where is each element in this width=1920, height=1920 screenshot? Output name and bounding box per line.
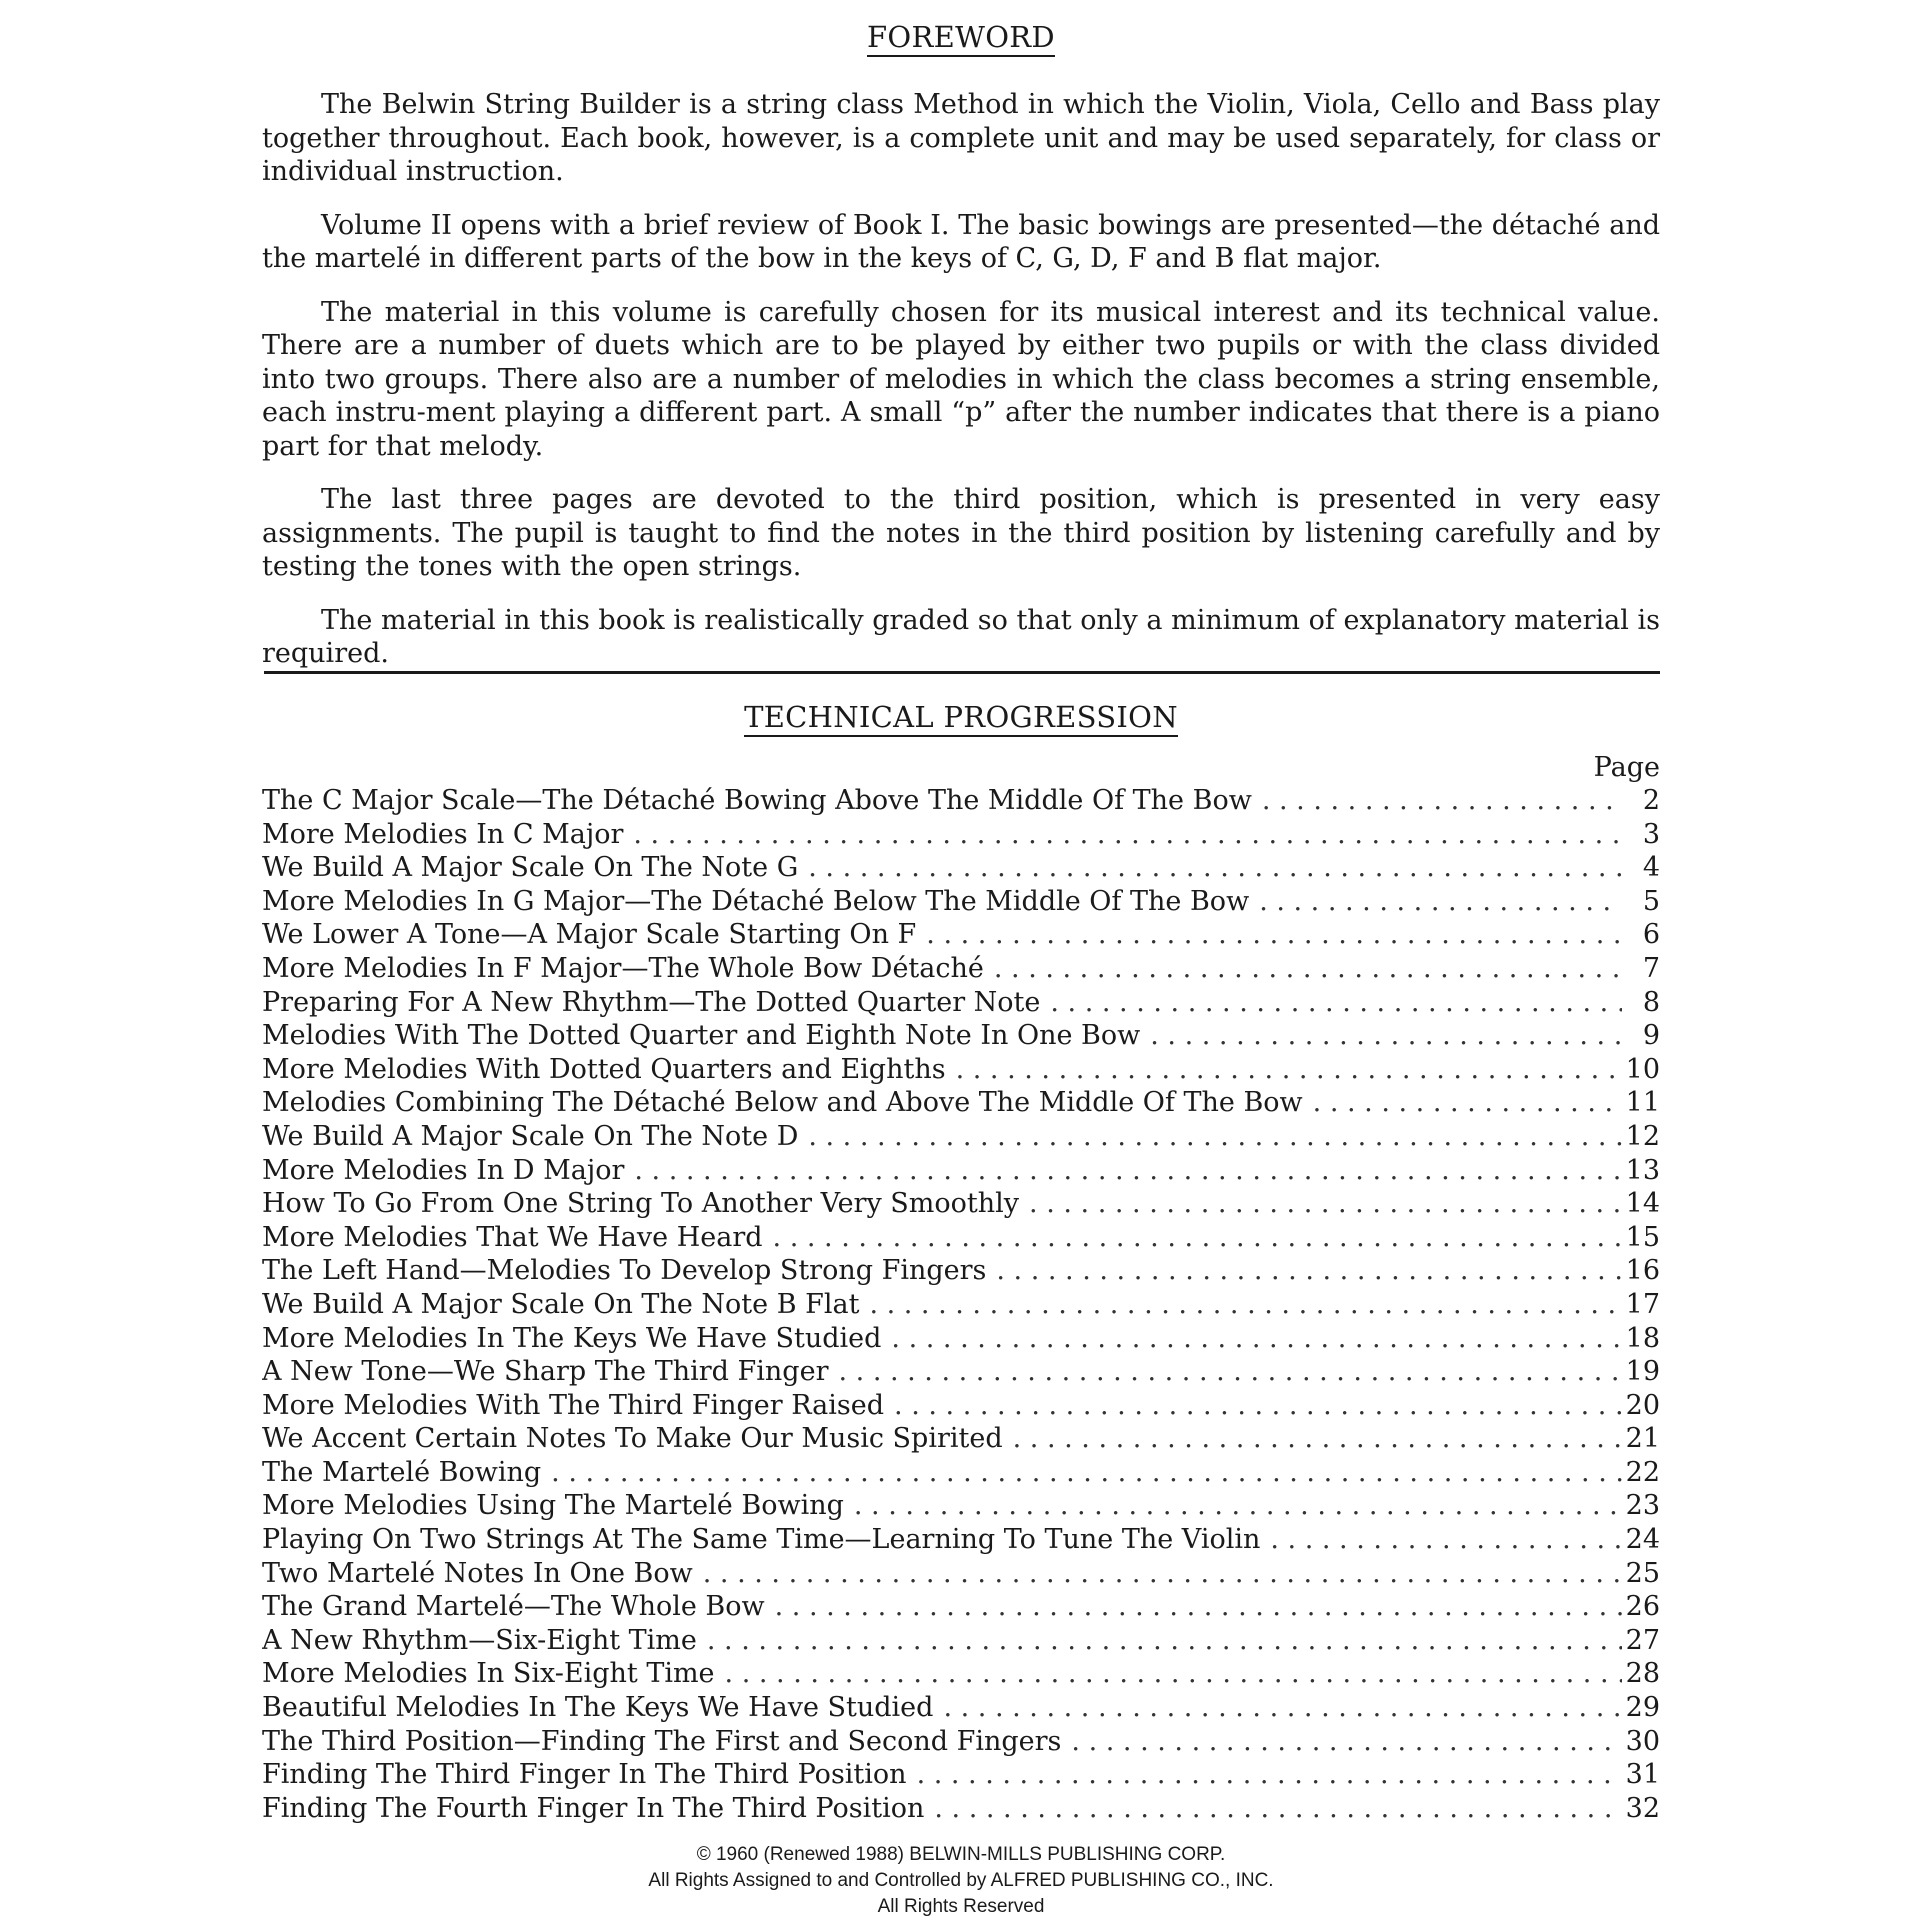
toc-dot-leader [633,818,1622,852]
toc-entry-page: 19 [1625,1356,1660,1388]
toc-entry-title: Melodies Combining The Détaché Below and Above The Middle Of The Bow [262,1087,1303,1119]
toc-entry [262,1456,1660,1490]
toc-entry-page: 17 [1625,1288,1660,1320]
toc-entry-title: We Build A Major Scale On The Note D [262,1120,799,1152]
toc-dot-leader [1313,1086,1622,1120]
toc-dot-leader [1259,885,1622,919]
toc-dot-leader [926,918,1622,952]
toc-entry [262,918,1660,952]
toc-entry-page: 15 [1625,1221,1660,1253]
toc-entry [262,1657,1660,1691]
toc-dot-leader [838,1355,1621,1389]
toc-entry [262,1322,1660,1356]
toc-entry-title: Playing On Two Strings At The Same Time—Learning To Tune The Violin [262,1524,1261,1556]
toc-dot-leader [808,1120,1621,1154]
toc-entry-page: 3 [1642,818,1660,850]
toc-dot-leader [1262,784,1622,818]
toc-entry [262,1557,1660,1591]
toc-entry-title: More Melodies With Dotted Quarters and Eighths [262,1053,946,1085]
toc-entry-page: 18 [1625,1322,1660,1354]
toc-dot-leader [934,1792,1621,1826]
toc-dot-leader [703,1557,1622,1591]
toc-dot-leader [1013,1422,1622,1456]
toc-entry-title: More Melodies Using The Martelé Bowing [262,1490,844,1522]
toc-entry-title: The Martelé Bowing [262,1456,542,1488]
toc-entry-title: We Lower A Tone—A Major Scale Starting On F [262,919,917,951]
foreword-paragraph: The last three pages are devoted to the third position, which is presented in very easy assignments. The pupil is taught to find the notes in the third position by listening carefully and by testing the tones with the open strings. [262,484,1660,582]
toc-entry-page: 4 [1642,852,1660,884]
copyright-notice [262,1842,1660,1920]
toc-entry-title: More Melodies In The Keys We Have Studied [262,1322,882,1354]
toc-dot-leader [1071,1725,1621,1759]
toc-entry-page: 16 [1625,1255,1660,1287]
toc-entry-page: 23 [1625,1490,1660,1522]
table-of-contents [262,784,1660,1825]
toc-entry-title: The Left Hand—Melodies To Develop Strong Fingers [262,1255,987,1287]
toc-entry-title: Finding The Third Finger In The Third Position [262,1759,907,1791]
toc-entry-page: 30 [1625,1725,1660,1757]
toc-entry-page: 11 [1625,1087,1660,1119]
toc-entry-title: Melodies With The Dotted Quarter and Eighth Note In One Bow [262,1020,1141,1052]
toc-entry-page: 10 [1625,1053,1660,1085]
toc-dot-leader [1150,1019,1622,1053]
toc-entry [262,851,1660,885]
toc-dot-leader [994,952,1622,986]
toc-dot-leader [1270,1523,1621,1557]
toc-entry [262,1254,1660,1288]
copyright-line: All Rights Assigned to and Controlled by ALFRED PUBLISHING CO., INC. [648,1870,1274,1891]
toc-entry-page: 24 [1625,1524,1660,1556]
toc-dot-leader [1050,986,1622,1020]
foreword-title: FOREWORD [867,20,1055,57]
toc-entry [262,1624,1660,1658]
toc-entry-page: 20 [1625,1389,1660,1421]
toc-entry-page: 9 [1642,1020,1660,1052]
toc-dot-leader [808,851,1622,885]
toc-entry [262,1086,1660,1120]
toc-entry [262,1489,1660,1523]
copyright-line: All Rights Reserved [877,1896,1045,1917]
toc-entry-page: 21 [1625,1423,1660,1455]
toc-entry-page: 28 [1625,1658,1660,1690]
toc-entry-title: More Melodies In D Major [262,1154,625,1186]
toc-dot-leader [1029,1187,1622,1221]
toc-entry-page: 2 [1642,785,1660,816]
toc-entry-page: 32 [1625,1792,1660,1824]
toc-entry [262,1154,1660,1188]
section-divider [264,671,1660,674]
toc-entry-title: How To Go From One String To Another Very Smoothly [262,1188,1020,1220]
toc-dot-leader [725,1657,1622,1691]
toc-dot-leader [956,1053,1622,1087]
toc-dot-leader [917,1758,1622,1792]
progression-title: TECHNICAL PROGRESSION [744,700,1178,737]
toc-entry-title: More Melodies In Six-Eight Time [262,1658,715,1690]
toc-entry-title: More Melodies In C Major [262,818,624,850]
toc-entry [262,1590,1660,1624]
toc-entry-title: More Melodies In G Major—The Détaché Below The Middle Of The Bow [262,885,1250,917]
toc-entry [262,1758,1660,1792]
toc-entry-title: More Melodies In F Major—The Whole Bow Détaché [262,952,984,984]
toc-entry-title: The Grand Martelé—The Whole Bow [262,1591,765,1623]
toc-entry-title: We Build A Major Scale On The Note B Flat [262,1288,860,1320]
toc-dot-leader [996,1254,1621,1288]
toc-entry [262,1120,1660,1154]
toc-entry-title: Two Martelé Notes In One Bow [262,1557,693,1589]
toc-entry-title: A New Tone—We Sharp The Third Finger [262,1356,829,1388]
toc-entry-title: We Accent Certain Notes To Make Our Music Spirited [262,1423,1003,1455]
foreword-paragraph: The material in this volume is carefully chosen for its musical interest and its technical value. There are a number of duets which are to be played by either two pupils or with the class divided into two groups. There also are a number of melodies in which the class becomes a string ensemble, each instru-ment playing a different part. A small “p” after the number indicates that there is a piano part for that melody. [262,296,1660,462]
toc-entry-title: A New Rhythm—Six-Eight Time [262,1624,697,1656]
toc-entry-page: 22 [1625,1456,1660,1488]
toc-entry-page: 27 [1625,1624,1660,1656]
toc-dot-leader [894,1389,1622,1423]
toc-entry [262,1053,1660,1087]
toc-entry [262,784,1660,818]
foreword-body [262,88,1660,691]
toc-entry-title: More Melodies With The Third Finger Raised [262,1389,885,1421]
toc-entry-title: Preparing For A New Rhythm—The Dotted Quarter Note [262,986,1041,1018]
toc-entry-page: 12 [1625,1120,1660,1152]
toc-entry-page: 29 [1625,1692,1660,1724]
toc-entry-page: 7 [1642,952,1660,984]
toc-entry-page: 25 [1625,1557,1660,1589]
page-column-label: Page [1593,752,1660,783]
toc-dot-leader [869,1288,1621,1322]
toc-entry [262,1422,1660,1456]
toc-entry [262,952,1660,986]
toc-entry [262,1019,1660,1053]
toc-entry [262,1221,1660,1255]
toc-entry-title: Finding The Fourth Finger In The Third Position [262,1792,925,1824]
toc-entry-title: We Build A Major Scale On The Note G [262,852,799,884]
foreword-paragraph: Volume II opens with a brief review of Book I. The basic bowings are presented—the détaché and the martelé in different parts of the bow in the keys of C, G, D, F and B flat major. [262,209,1660,274]
toc-dot-leader [634,1154,1621,1188]
toc-entry [262,1355,1660,1389]
toc-dot-leader [707,1624,1622,1658]
toc-entry-page: 5 [1642,885,1660,917]
foreword-paragraph: The material in this book is realistically graded so that only a minimum of explanatory material is required. [262,604,1660,669]
toc-entry-page: 6 [1642,919,1660,951]
copyright-line: © 1960 (Renewed 1988) BELWIN-MILLS PUBLISHING CORP. [696,1844,1226,1865]
toc-entry [262,1725,1660,1759]
toc-entry [262,1288,1660,1322]
toc-entry [262,1523,1660,1557]
toc-entry-page: 8 [1642,986,1660,1018]
foreword-paragraph: The Belwin String Builder is a string class Method in which the Violin, Viola, Cello and Bass play together throughout. Each book, however, is a complete unit and may be used separately, for class or individual instruction. [262,89,1660,187]
toc-entry-page: 13 [1625,1154,1660,1186]
toc-entry-title: Beautiful Melodies In The Keys We Have Studied [262,1692,934,1724]
toc-dot-leader [891,1322,1621,1356]
progression-heading [262,700,1660,737]
toc-entry [262,1792,1660,1826]
toc-dot-leader [854,1489,1622,1523]
toc-entry-title: More Melodies That We Have Heard [262,1221,763,1253]
toc-entry [262,1187,1660,1221]
toc-entry [262,1691,1660,1725]
toc-entry-page: 14 [1625,1188,1660,1220]
toc-dot-leader [551,1456,1621,1490]
toc-entry-title: The Third Position—Finding The First and Second Fingers [262,1725,1062,1757]
toc-entry [262,818,1660,852]
toc-entry [262,1389,1660,1423]
toc-entry-page: 31 [1625,1759,1660,1791]
toc-entry [262,986,1660,1020]
toc-entry-page: 26 [1625,1591,1660,1623]
foreword-heading [262,20,1660,57]
toc-dot-leader [943,1691,1621,1725]
toc-dot-leader [773,1221,1622,1255]
toc-entry [262,885,1660,919]
toc-dot-leader [775,1590,1622,1624]
toc-entry-title: The C Major Scale—The Détaché Bowing Above The Middle Of The Bow [262,785,1252,816]
